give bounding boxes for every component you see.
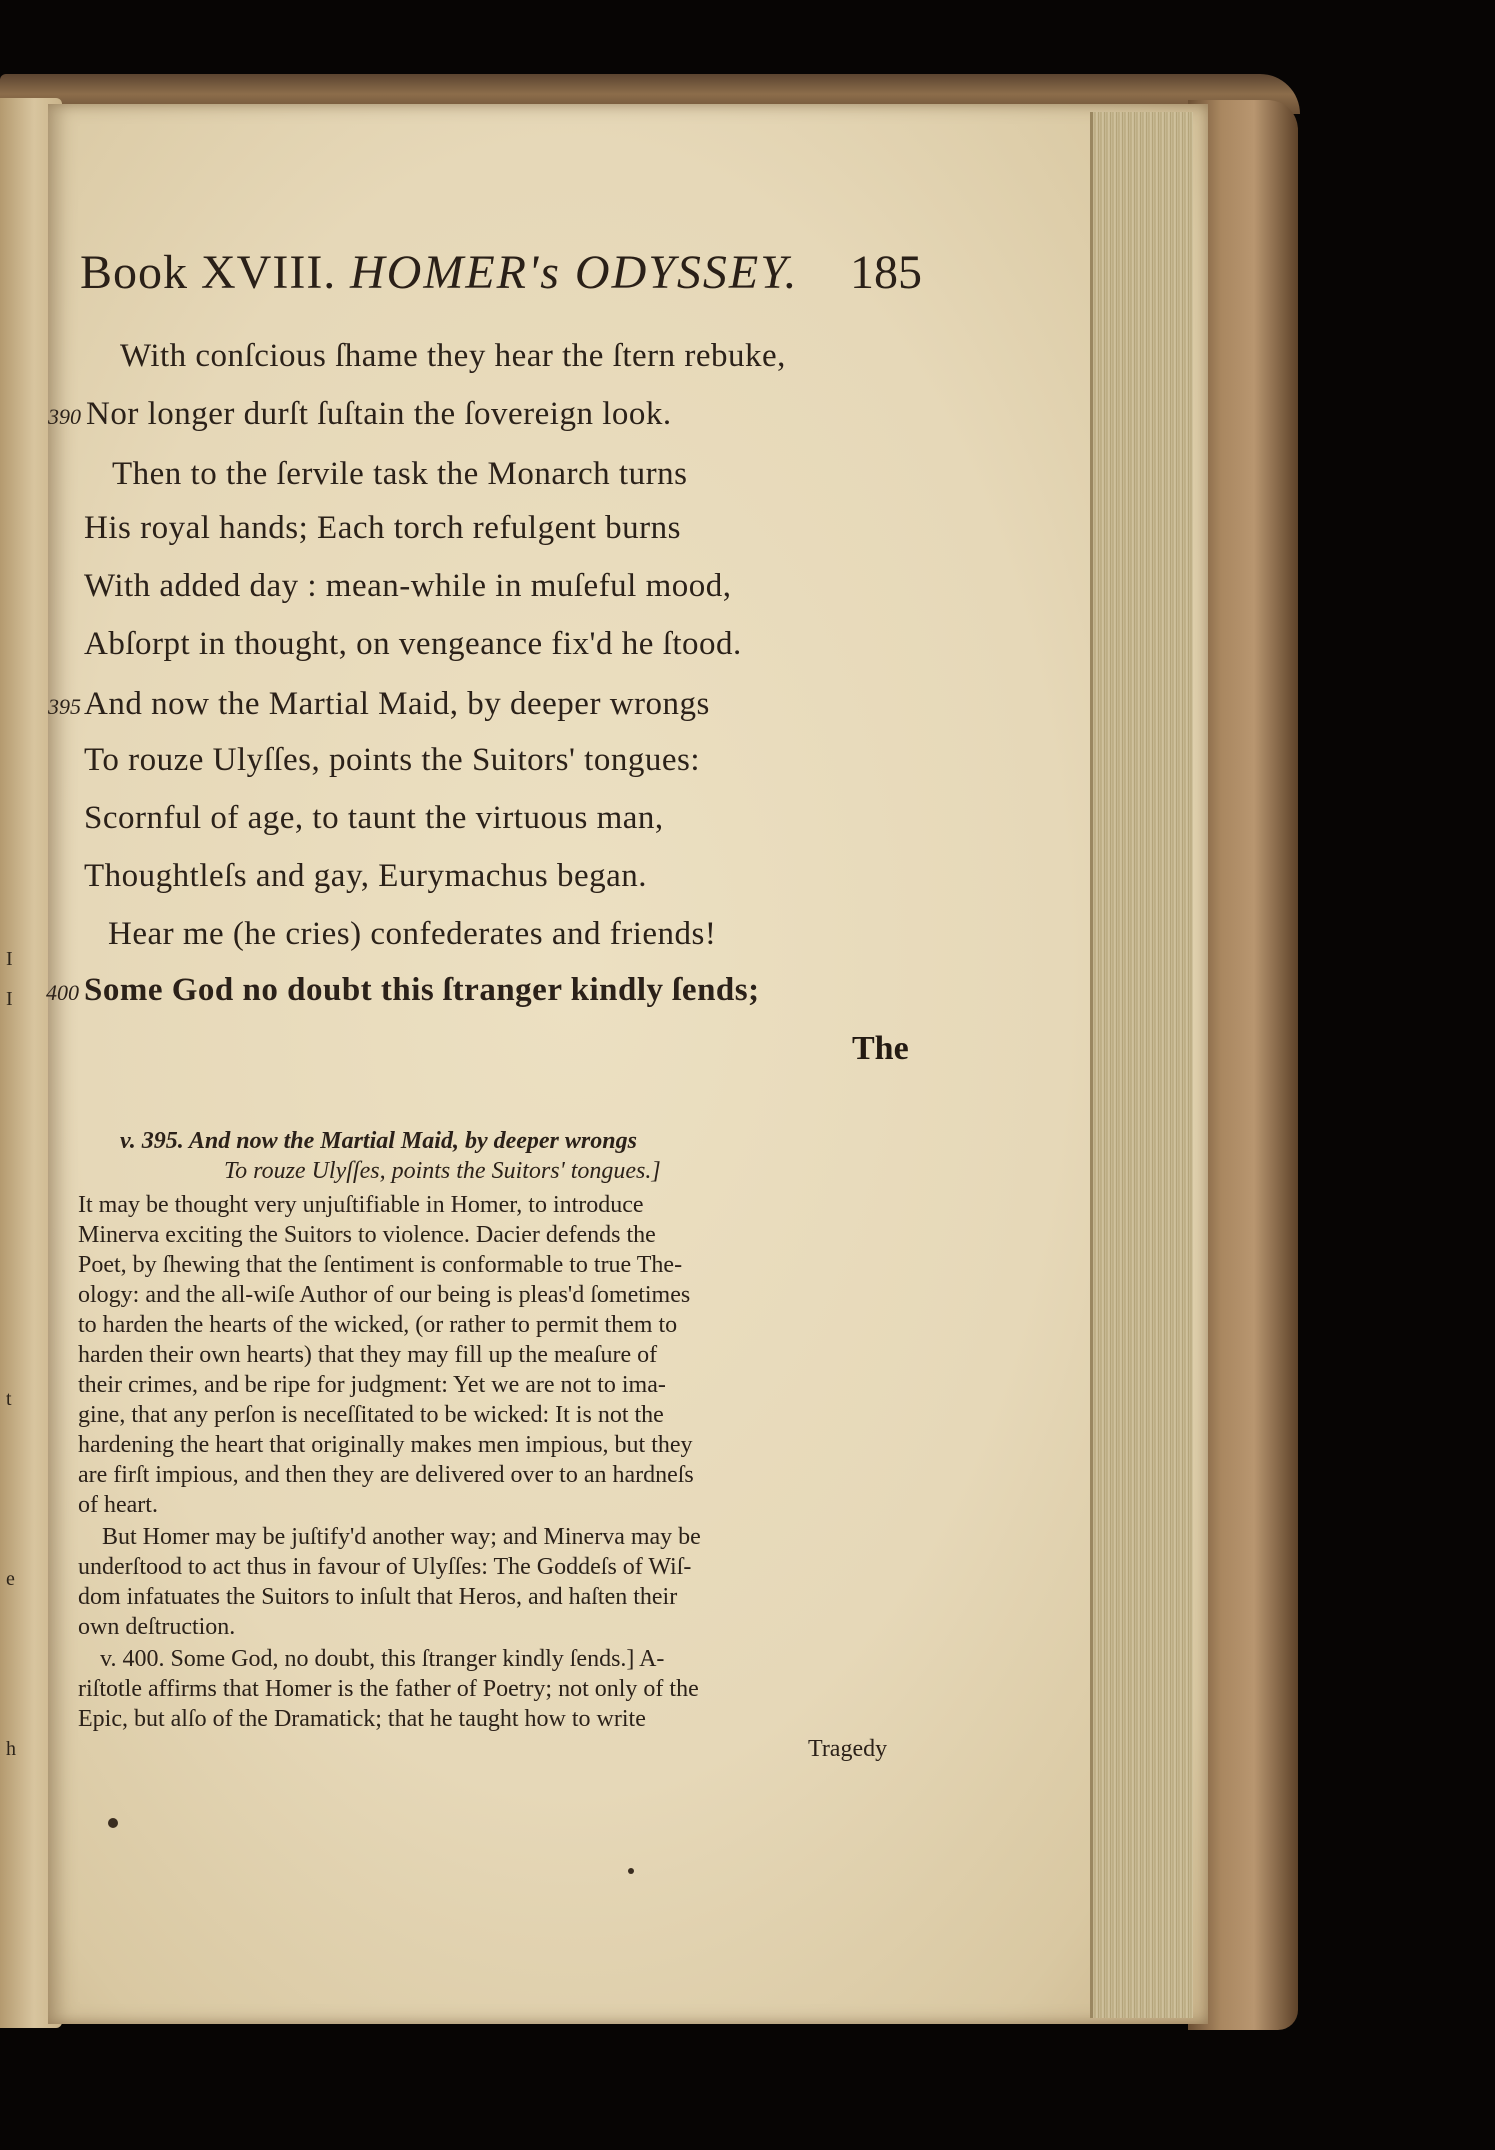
note-line: Minerva exciting the Suitors to violence. Dacier defends the xyxy=(78,1222,656,1248)
note-line: But Homer may be juſtify'd another way; and Minerva may be xyxy=(102,1524,701,1550)
note-line: are firſt impious, and then they are delivered over to an hardneſs xyxy=(78,1462,694,1488)
note-line: It may be thought very unjuſtifiable in Homer, to introduce xyxy=(78,1192,644,1218)
ink-speck xyxy=(628,1868,634,1874)
catchword-note: Tragedy xyxy=(808,1736,888,1762)
note-line: Epic, but alſo of the Dramatick; that he taught how to write xyxy=(78,1706,646,1732)
note-line: v. 400. Some God, no doubt, this ſtranger kindly ſends.] A- xyxy=(100,1646,665,1672)
verse-line: Abſorpt in thought, on vengeance fix'd he ſtood. xyxy=(84,626,742,662)
note-line: to harden the hearts of the wicked, (or rather to permit them to xyxy=(78,1312,678,1338)
left-fragment: I xyxy=(6,948,13,970)
verse-line: His royal hands; Each torch refulgent burns xyxy=(84,510,682,546)
verse-line: Then to the ſervile task the Monarch turns xyxy=(112,456,688,492)
note-line: their crimes, and be ripe for judgment: Yet we are not to ima- xyxy=(78,1372,666,1398)
left-fragment: I xyxy=(6,988,13,1010)
line-number: 400 xyxy=(46,980,79,1005)
verse-line: Nor longer durſt ſuſtain the ſovereign look. xyxy=(86,396,672,432)
left-fragment: h xyxy=(6,1738,16,1760)
catchword-verse: The xyxy=(852,1030,909,1067)
note-line: Poet, by ſhewing that the ſentiment is conformable to true The- xyxy=(78,1252,683,1278)
line-number: 395 xyxy=(48,694,81,719)
note-line: dom infatuates the Suitors to inſult that Heros, and haſten their xyxy=(78,1584,678,1610)
verse-line: And now the Martial Maid, by deeper wrongs xyxy=(84,686,710,722)
verse-line: Thoughtleſs and gay, Eurymachus began. xyxy=(84,858,648,894)
note-line: To rouze Ulyſſes, points the Suitors' tongues.] xyxy=(224,1158,661,1184)
verse-line: Some God no doubt this ſtranger kindly ſends; xyxy=(84,972,760,1008)
note-line: of heart. xyxy=(78,1492,158,1518)
note-line: ology: and the all-wiſe Author of our being is pleas'd ſometimes xyxy=(78,1282,691,1308)
note-line: riſtotle affirms that Homer is the father of Poetry; not only of the xyxy=(78,1676,699,1702)
left-fragment: e xyxy=(6,1568,15,1590)
left-fragment: t xyxy=(6,1388,12,1410)
line-number: 390 xyxy=(48,404,81,429)
verse-line: With added day : mean-while in muſeful mood, xyxy=(84,568,732,604)
book-page xyxy=(48,104,1208,2024)
verse-line: To rouze Ulyſſes, points the Suitors' tongues: xyxy=(84,742,701,778)
note-line: hardening the heart that originally makes men impious, but they xyxy=(78,1432,693,1458)
book-number: Book XVIII. xyxy=(80,246,337,299)
verse-line: Scornful of age, to taunt the virtuous man, xyxy=(84,800,664,836)
note-line: v. 395. And now the Martial Maid, by deeper wrongs xyxy=(120,1128,637,1154)
note-line: gine, that any perſon is neceſſitated to be wicked: It is not the xyxy=(78,1402,664,1428)
verse-line: Hear me (he cries) confederates and friends! xyxy=(108,916,717,952)
ink-speck xyxy=(108,1818,118,1828)
note-line: own deſtruction. xyxy=(78,1614,236,1640)
note-line: underſtood to act thus in favour of Ulyſſes: The Goddeſs of Wiſ- xyxy=(78,1554,692,1580)
page-fore-edge xyxy=(1090,112,1193,2018)
running-head xyxy=(80,245,922,315)
page-number: 185 xyxy=(850,246,922,299)
verse-line: With conſcious ſhame they hear the ſtern rebuke, xyxy=(120,338,786,374)
work-title: HOMER's ODYSSEY. xyxy=(350,246,799,299)
note-line: harden their own hearts) that they may fill up the meaſure of xyxy=(78,1342,658,1368)
